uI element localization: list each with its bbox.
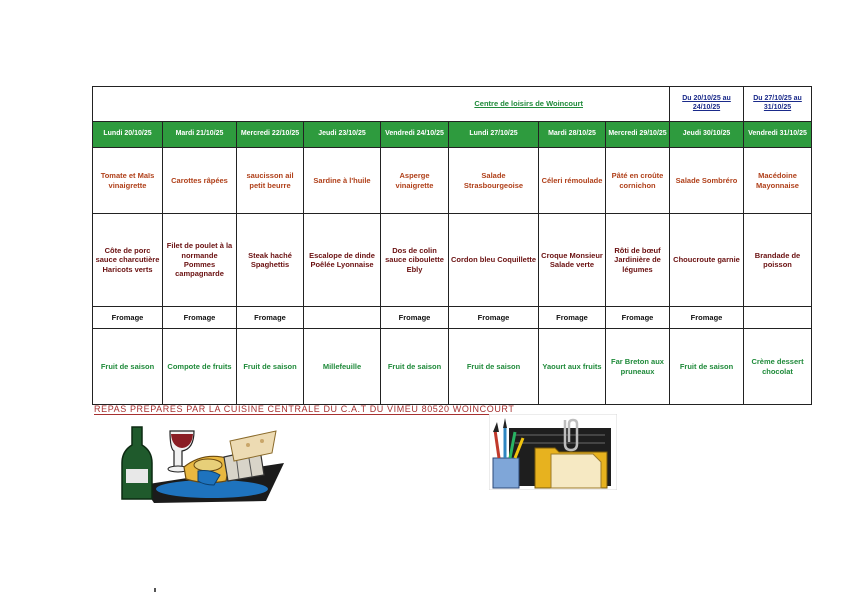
day-header: Mercredi 22/10/25: [237, 122, 304, 148]
starter-cell: Carottes râpées: [163, 148, 237, 214]
dessert-cell: Fruit de saison: [93, 329, 163, 405]
main-dish-cell: Dos de colin sauce ciboulette Ebly: [381, 214, 449, 307]
menu-title: Centre de loisirs de Woincourt: [93, 87, 670, 122]
starter-cell: Pâté en croûte cornichon: [606, 148, 670, 214]
dessert-cell: Yaourt aux fruits: [539, 329, 606, 405]
main-dish-cell: Filet de poulet à la normande Pommes campagnarde: [163, 214, 237, 307]
day-header: Lundi 27/10/25: [449, 122, 539, 148]
cheese-cell: Fromage: [606, 307, 670, 329]
cheese-cell: [744, 307, 812, 329]
title-row: [93, 87, 812, 122]
day-header: Mardi 28/10/25: [539, 122, 606, 148]
day-header: Jeudi 30/10/25: [670, 122, 744, 148]
scan-speck: [154, 588, 156, 592]
mains-row: [93, 214, 812, 307]
cheese-cell: Fromage: [163, 307, 237, 329]
office-supplies-clipart: [489, 414, 617, 490]
main-dish-cell: Côte de porc sauce charcutière Haricots verts: [93, 214, 163, 307]
starter-cell: saucisson ail petit beurre: [237, 148, 304, 214]
day-header: Lundi 20/10/25: [93, 122, 163, 148]
dessert-cell: Fruit de saison: [670, 329, 744, 405]
cheese-cell: Fromage: [381, 307, 449, 329]
date-range-week-1: Du 20/10/25 au 24/10/25: [670, 87, 744, 122]
main-dish-cell: Rôti de bœuf Jardinière de légumes: [606, 214, 670, 307]
dessert-cell: Compote de fruits: [163, 329, 237, 405]
main-dish-cell: Cordon bleu Coquillette: [449, 214, 539, 307]
cheese-cell: Fromage: [539, 307, 606, 329]
starter-cell: Salade Sombréro: [670, 148, 744, 214]
desserts-row: [93, 329, 812, 405]
starter-cell: Tomate et Maïs vinaigrette: [93, 148, 163, 214]
dessert-cell: Fruit de saison: [237, 329, 304, 405]
starter-cell: Salade Strasbourgeoise: [449, 148, 539, 214]
main-dish-cell: Croque Monsieur Salade verte: [539, 214, 606, 307]
starter-cell: Sardine à l'huile: [304, 148, 381, 214]
day-header: Vendredi 24/10/25: [381, 122, 449, 148]
starter-cell: Céleri rémoulade: [539, 148, 606, 214]
cheese-cell: Fromage: [449, 307, 539, 329]
dessert-cell: Fruit de saison: [381, 329, 449, 405]
starter-cell: Asperge vinaigrette: [381, 148, 449, 214]
cheese-cell: Fromage: [670, 307, 744, 329]
dessert-cell: Far Breton aux pruneaux: [606, 329, 670, 405]
days-row: [93, 122, 812, 148]
day-header: Jeudi 23/10/25: [304, 122, 381, 148]
dessert-cell: Fruit de saison: [449, 329, 539, 405]
main-dish-cell: Escalope de dinde Poêlée Lyonnaise: [304, 214, 381, 307]
footer-kitchen-note: REPAS PREPARES PAR LA CUISINE CENTRALE DU C.A.T DU VIMEU 80520 WOINCOURT: [94, 404, 564, 415]
main-dish-cell: Choucroute garnie: [670, 214, 744, 307]
main-dish-cell: Steak haché Spaghettis: [237, 214, 304, 307]
starter-cell: Macédoine Mayonnaise: [744, 148, 812, 214]
cheese-cell: Fromage: [237, 307, 304, 329]
starters-row: [93, 148, 812, 214]
date-range-week-2: Du 27/10/25 au 31/10/25: [744, 87, 812, 122]
main-dish-cell: Brandade de poisson: [744, 214, 812, 307]
day-header: Vendredi 31/10/25: [744, 122, 812, 148]
dessert-cell: Crème dessert chocolat: [744, 329, 812, 405]
menu-table: [92, 86, 812, 405]
day-header: Mercredi 29/10/25: [606, 122, 670, 148]
food-wine-cheese-clipart: [114, 419, 284, 505]
cheese-cell: Fromage: [93, 307, 163, 329]
day-header: Mardi 21/10/25: [163, 122, 237, 148]
cheese-row: [93, 307, 812, 329]
cheese-cell: [304, 307, 381, 329]
dessert-cell: Millefeuille: [304, 329, 381, 405]
